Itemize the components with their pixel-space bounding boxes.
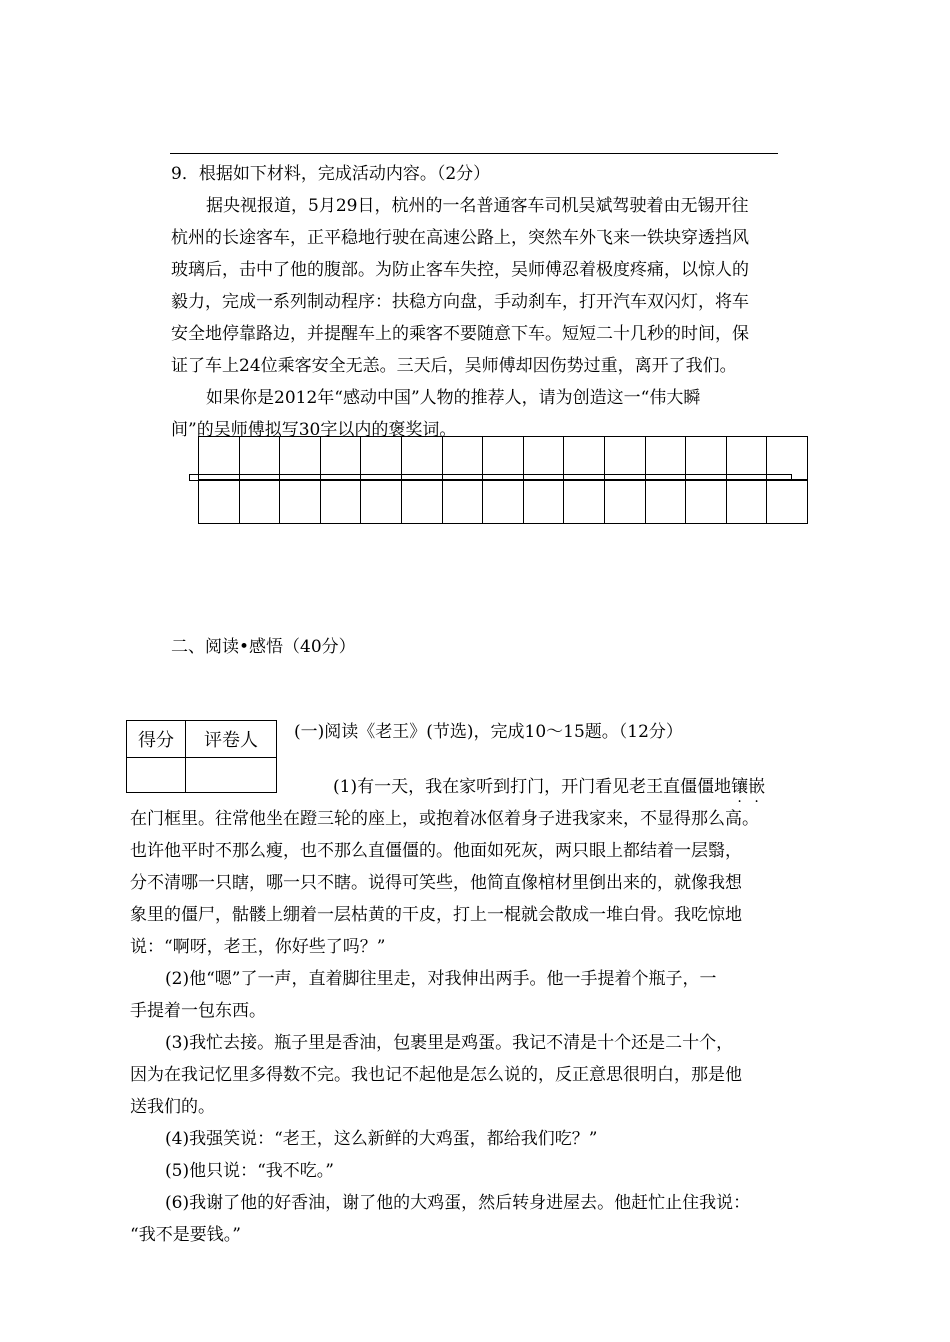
paragraph-line: 因为在我记忆里多得数不完。我也记不起他是怎么说的，反正意思很明白，那是他 xyxy=(130,1065,742,1085)
paragraph-text: (1)有一天，我在家听到打门，开门看见老王直僵僵地 xyxy=(333,777,732,797)
paragraph-line: (6)我谢了他的好香油，谢了他的大鸡蛋，然后转身进屋去。他赶忙止住我说： xyxy=(165,1193,751,1213)
answer-cell[interactable] xyxy=(645,481,686,524)
answer-cell[interactable] xyxy=(604,481,645,524)
paragraph-line: (5)他只说：“我不吃。” xyxy=(165,1161,334,1181)
paragraph-line: 手提着一包东西。 xyxy=(130,1001,266,1021)
q9-material-line: 玻璃后，击中了他的腹部。为防止客车失控，吴师傅忍着极度疼痛，以惊人的 xyxy=(171,260,749,280)
answer-cell[interactable] xyxy=(199,481,240,524)
answer-cell[interactable] xyxy=(442,481,483,524)
emphasis-dot: · xyxy=(737,794,742,810)
paragraph-line: (3)我忙去接。瓶子里是香油，包裹里是鸡蛋。我记不清是十个还是二十个， xyxy=(165,1033,734,1053)
answer-grid-row-2[interactable] xyxy=(198,480,808,524)
paragraph-line: “我不是要钱。” xyxy=(130,1225,241,1245)
answer-cell[interactable] xyxy=(686,481,727,524)
paragraph-line: (2)他“嗯”了一声，直着脚往里走，对我伸出两手。他一手提着个瓶子，一 xyxy=(165,969,717,989)
score-label: 得分 xyxy=(127,721,186,758)
paragraph-1-first-line xyxy=(333,776,766,810)
q9-title: 9．根据如下材料，完成活动内容。（2分） xyxy=(171,164,491,184)
answer-cell[interactable] xyxy=(320,481,361,524)
header-rule xyxy=(170,153,778,154)
paragraph-line: 送我们的。 xyxy=(130,1097,215,1117)
answer-cell[interactable] xyxy=(767,481,808,524)
q9-task-line: 间”的吴师傅拟写30字以内的褒奖词。 xyxy=(171,420,457,440)
q9-material-line: 安全地停靠路边，并提醒车上的乘客不要随意下车。短短二十几秒的时间，保 xyxy=(171,324,749,344)
answer-cell[interactable] xyxy=(483,481,524,524)
answer-cell[interactable] xyxy=(726,481,767,524)
reading-title: (一)阅读《老王》(节选)，完成10～15题。（12分） xyxy=(294,722,683,742)
answer-cell[interactable] xyxy=(239,481,280,524)
q9-task-line: 如果你是2012年“感动中国”人物的推荐人，请为创造这一“伟大瞬 xyxy=(206,388,701,408)
q9-material-line: 据央视报道，5月29日，杭州的一名普通客车司机吴斌驾驶着由无锡开往 xyxy=(206,196,749,216)
emphasized-char-text: 镶 xyxy=(731,777,749,797)
grader-field[interactable] xyxy=(186,758,277,793)
paragraph-line: 也许他平时不那么瘦，也不那么直僵僵的。他面如死灰，两只眼上都结着一层翳， xyxy=(130,841,742,861)
paragraph-line: 说：“啊呀，老王，你好些了吗？” xyxy=(130,937,386,957)
answer-cell[interactable] xyxy=(401,481,442,524)
q9-material-line: 杭州的长途客车，正平稳地行驶在高速公路上，突然车外飞来一铁块穿透挡风 xyxy=(171,228,749,248)
emphasis-dot: · xyxy=(754,794,759,810)
emphasized-char-text: 嵌 xyxy=(748,777,766,797)
answer-cell[interactable] xyxy=(523,481,564,524)
q9-material-line: 证了车上24位乘客安全无恙。三天后，吴师傅却因伤势过重，离开了我们。 xyxy=(171,356,737,376)
answer-cell[interactable] xyxy=(564,481,605,524)
q9-material-line: 毅力，完成一系列制动程序：扶稳方向盘，手动刹车，打开汽车双闪灯，将车 xyxy=(171,292,749,312)
paragraph-line: (4)我强笑说：“老王，这么新鲜的大鸡蛋，都给我们吃？” xyxy=(165,1129,598,1149)
paragraph-line: 在门框里。往常他坐在蹬三轮的座上，或抱着冰伛着身子进我家来，不显得那么高。 xyxy=(130,809,759,829)
grader-label: 评卷人 xyxy=(186,721,277,758)
score-field[interactable] xyxy=(127,758,186,793)
answer-cell[interactable] xyxy=(280,481,321,524)
section-heading: 二、阅读•感悟（40分） xyxy=(171,637,356,657)
emphasized-char xyxy=(731,776,749,810)
score-table xyxy=(126,720,277,793)
paragraph-line: 象里的僵尸，骷髅上绷着一层枯黄的干皮，打上一棍就会散成一堆白骨。我吃惊地 xyxy=(130,905,742,925)
answer-cell[interactable] xyxy=(361,481,402,524)
emphasized-char xyxy=(748,776,766,810)
paragraph-line: 分不清哪一只瞎，哪一只不瞎。说得可笑些，他简直像棺材里倒出来的，就像我想 xyxy=(130,873,742,893)
